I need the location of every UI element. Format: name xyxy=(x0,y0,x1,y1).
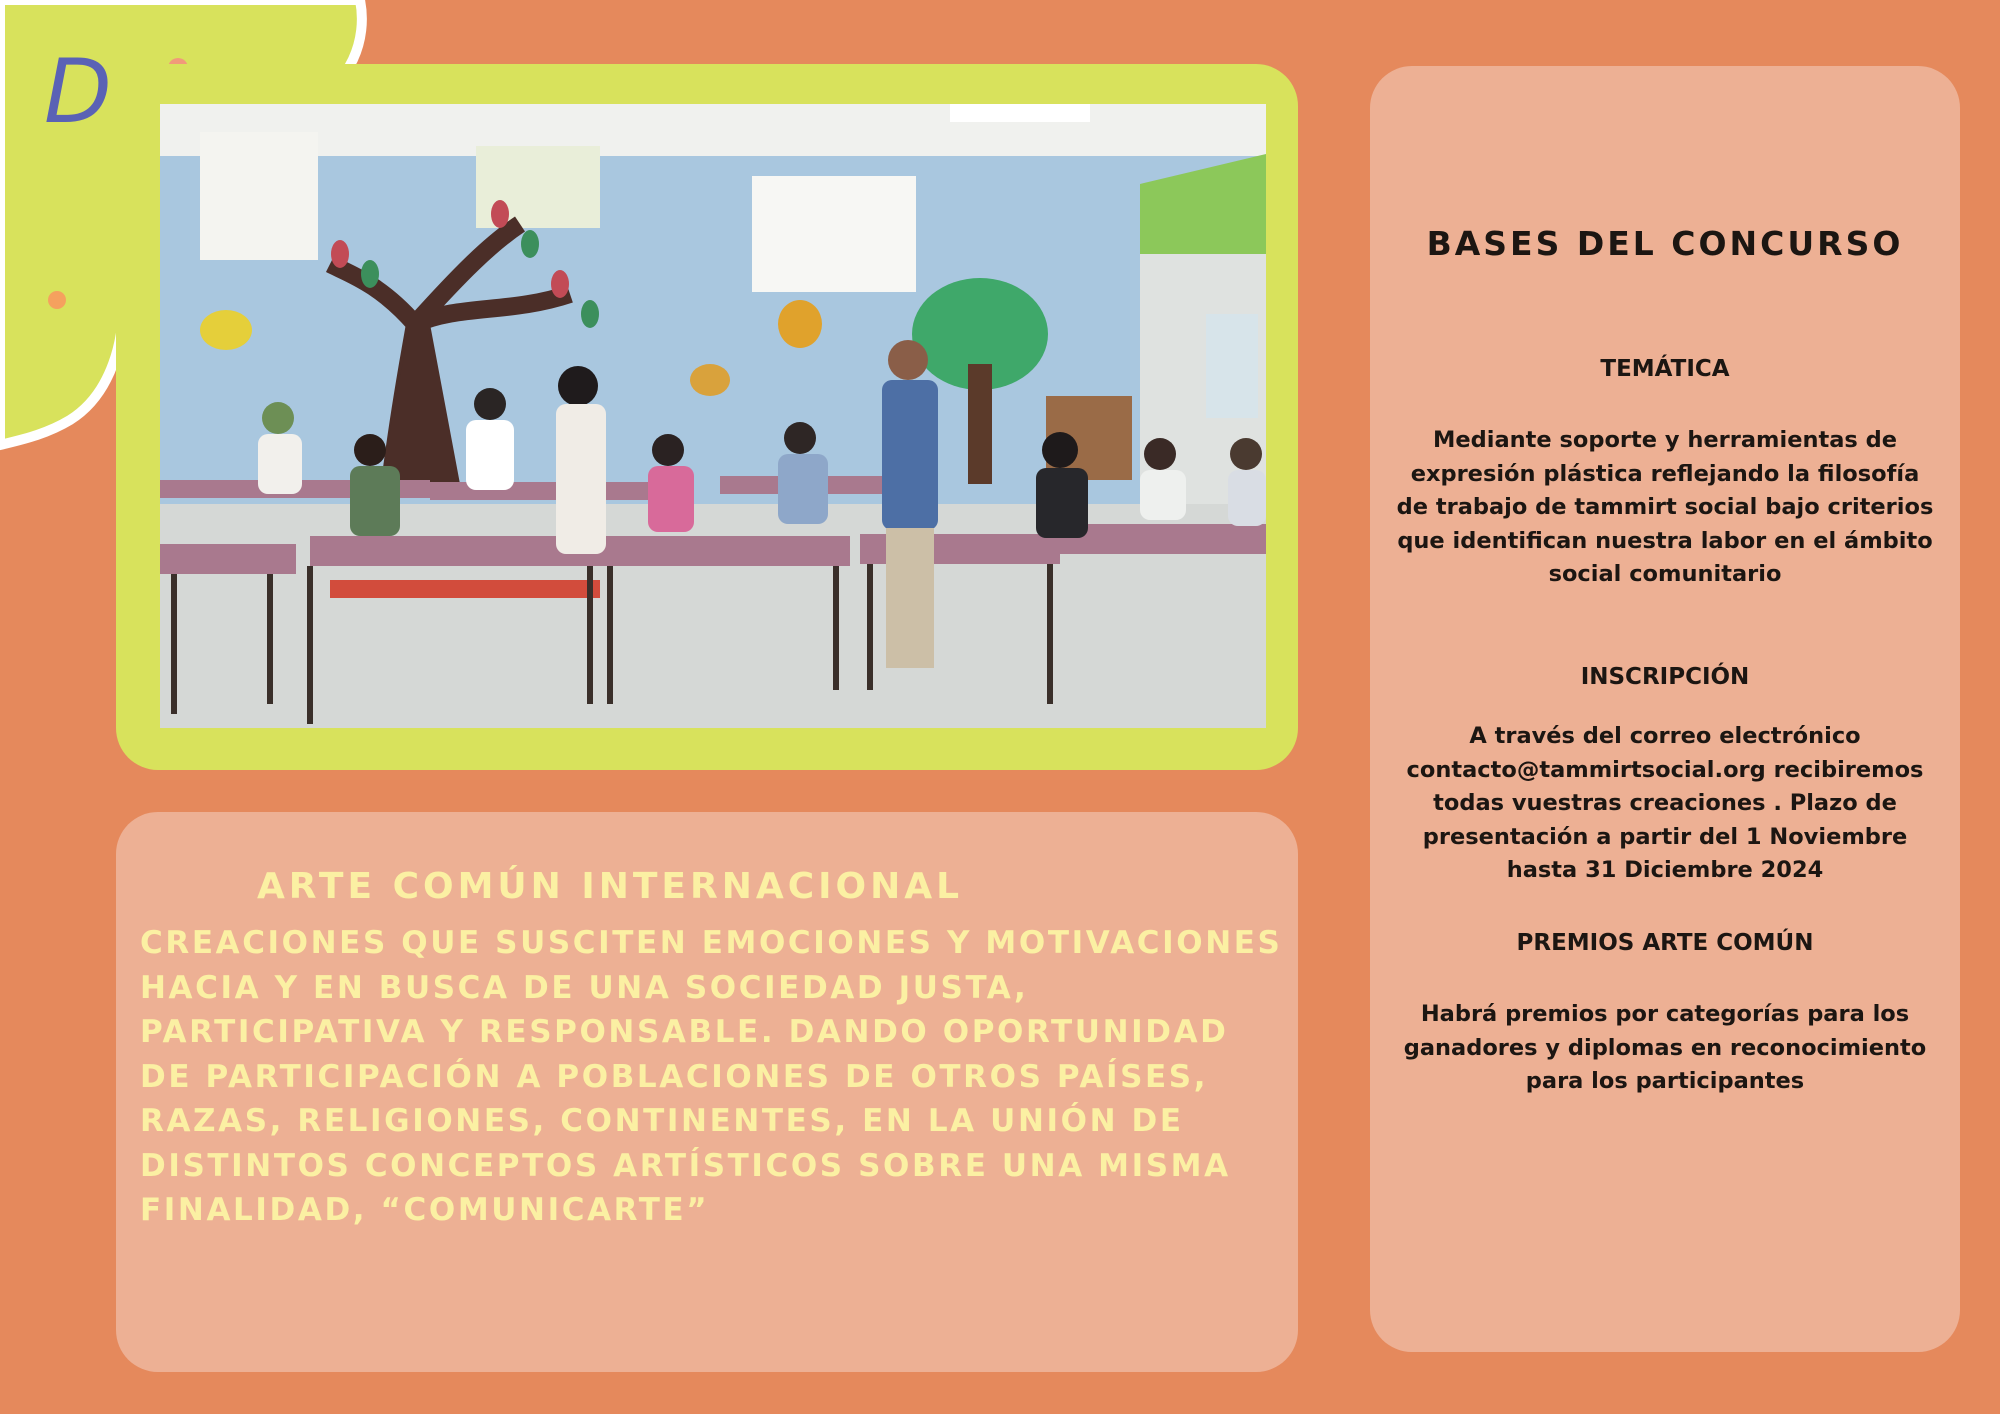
intro-line: DISTINTOS CONCEPTOS ARTÍSTICOS SOBRE UNA MISMA xyxy=(140,1147,1231,1184)
premios-body xyxy=(1374,998,1956,1099)
inscripcion-line: presentación a partir del 1 Noviembre xyxy=(1422,823,1908,850)
contest-rules-card xyxy=(1370,66,1960,1352)
intro-title: ARTE COMÚN INTERNACIONAL xyxy=(256,866,964,907)
tematica-heading: TEMÁTICA xyxy=(1600,356,1730,382)
premios-line: para los participantes xyxy=(1525,1068,1805,1094)
inscripcion-line: hasta 31 Diciembre 2024 xyxy=(1506,857,1824,883)
inscripcion-heading: INSCRIPCIÓN xyxy=(1580,664,1750,690)
inscripcion-body xyxy=(1374,720,1956,888)
premios-heading: PREMIOS ARTE COMÚN xyxy=(1516,930,1814,956)
intro-line: FINALIDAD, “COMUNICARTE” xyxy=(140,1192,710,1228)
classroom-photo xyxy=(160,104,1266,728)
tematica-line: que identifican nuestra labor en el ámbito xyxy=(1397,527,1933,554)
intro-line: DE PARTICIPACIÓN A POBLACIONES DE OTROS PAÍSES, xyxy=(140,1058,1209,1095)
premios-line: Habrá premios por categorías para los xyxy=(1420,1001,1910,1027)
letter-d-glyph: D xyxy=(44,40,112,143)
photo-frame xyxy=(116,64,1298,770)
tematica-body xyxy=(1374,424,1956,592)
tematica-line: de trabajo de tammirt social bajo criterios xyxy=(1396,494,1934,520)
intro-line: CREACIONES QUE SUSCITEN EMOCIONES Y MOTIVACIONES xyxy=(140,925,1283,961)
rules-title: BASES DEL CONCURSO xyxy=(1426,224,1904,263)
inscripcion-line: A través del correo electrónico xyxy=(1469,723,1861,749)
intro-line: PARTICIPATIVA Y RESPONSABLE. DANDO OPORTUNIDAD xyxy=(140,1014,1229,1050)
tematica-line: social comunitario xyxy=(1548,561,1782,587)
inscripcion-line: todas vuestras creaciones . Plazo de xyxy=(1433,790,1897,816)
premios-line: ganadores y diplomas en reconocimiento xyxy=(1403,1034,1927,1061)
tematica-line: expresión plástica reflejando la filosofía xyxy=(1410,460,1920,487)
tematica-line: Mediante soporte y herramientas de xyxy=(1433,427,1897,453)
intro-body xyxy=(140,921,1290,1233)
intro-line: RAZAS, RELIGIONES, CONTINENTES, EN LA UNIÓN DE xyxy=(140,1103,1184,1139)
intro-card xyxy=(116,812,1298,1372)
inscripcion-line: contacto@tammirtsocial.org recibiremos xyxy=(1406,756,1924,783)
intro-line: HACIA Y EN BUSCA DE UNA SOCIEDAD JUSTA, xyxy=(140,969,1029,1006)
